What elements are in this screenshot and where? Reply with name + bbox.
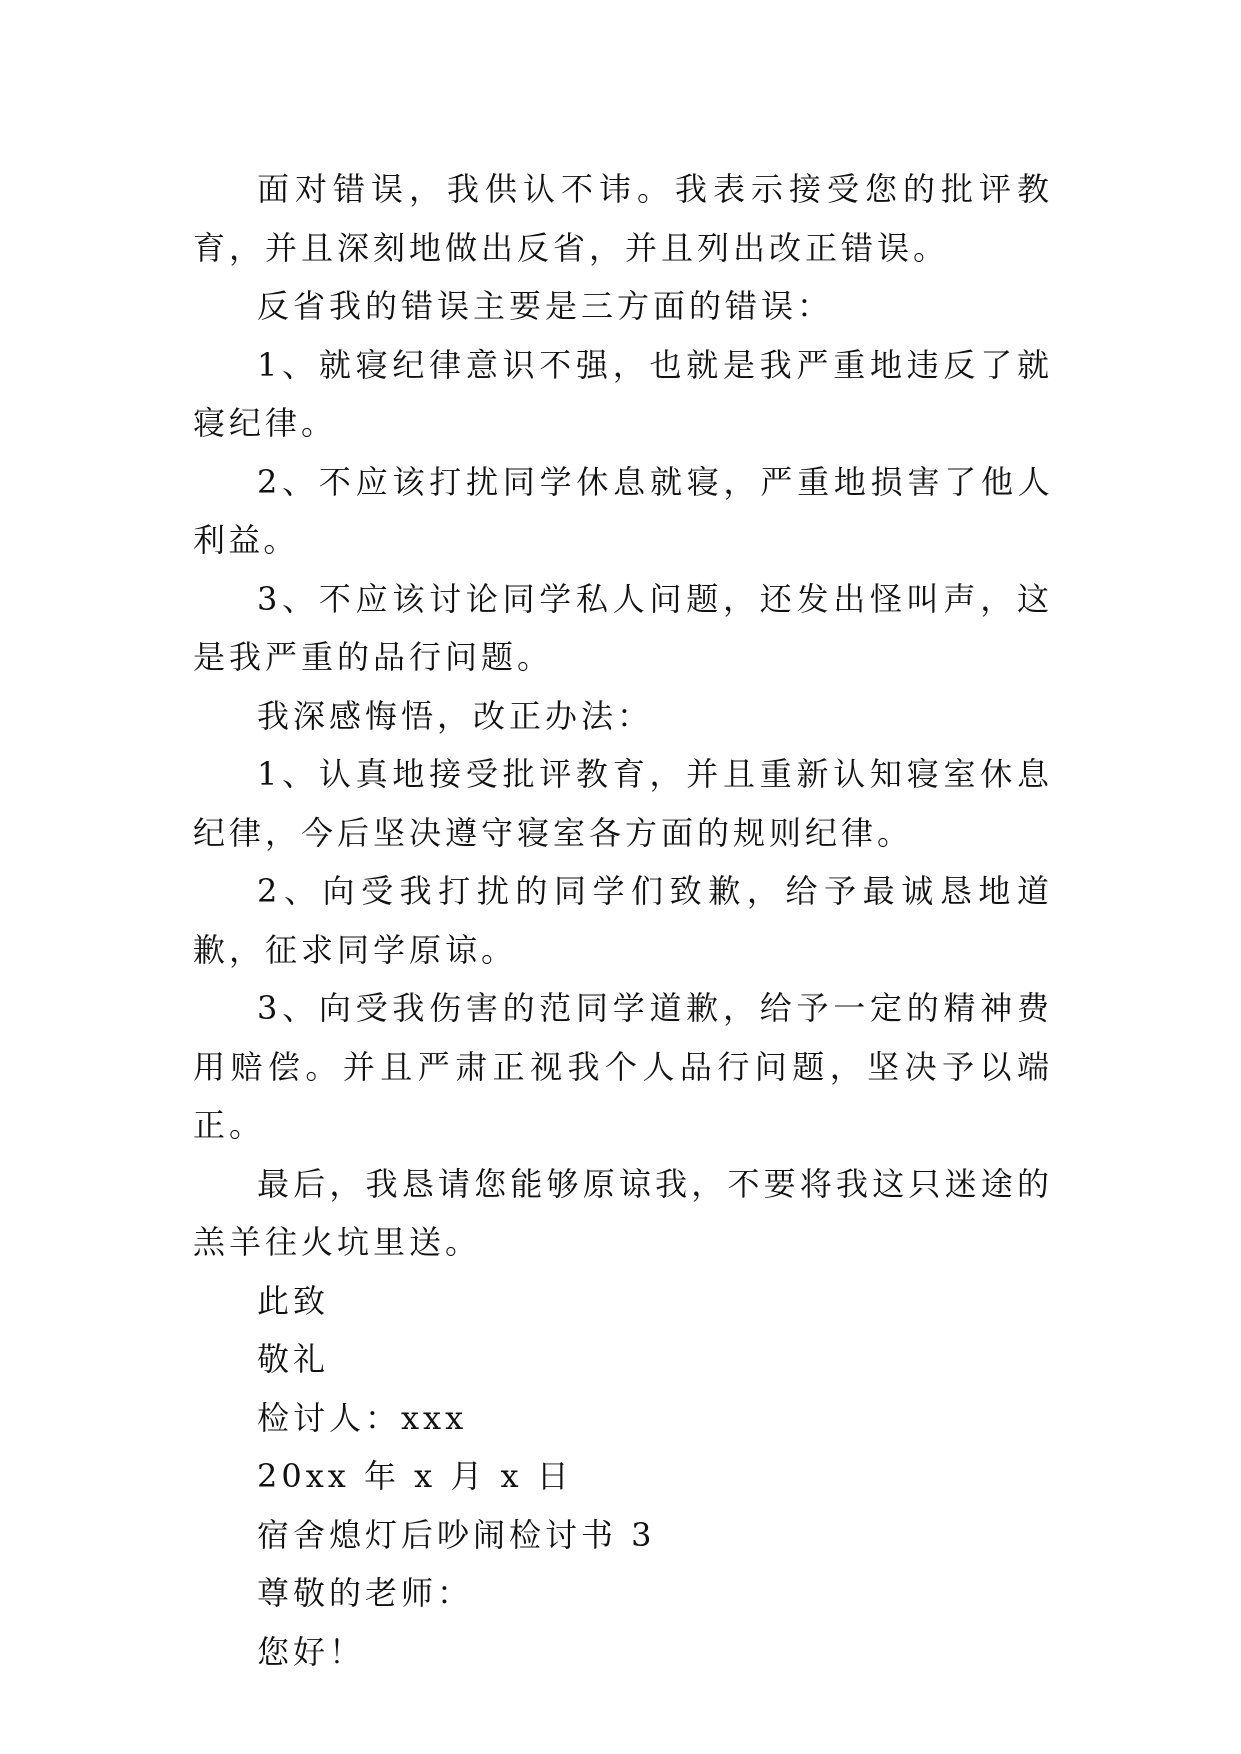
closing-salutation: 此致 [257, 1281, 330, 1320]
paragraph-mistake-2: 2、不应该打扰同学休息就寝，严重地损害了他人利益。 [193, 462, 1053, 559]
signature-author: 检讨人：xxx [257, 1398, 468, 1437]
paragraph-remedy-3: 3、向受我伤害的范同学道歉，给予一定的精神费用赔偿。并且严肃正视我个人品行问题，坚决予以端正。 [193, 989, 1053, 1144]
paragraph-remedy-1: 1、认真地接受批评教育，并且重新认知寝室休息纪律，今后坚决遵守寝室各方面的规则纪律。 [193, 755, 1053, 852]
paragraph-remedy-2: 2、向受我打扰的同学们致歉，给予最诚恳地道歉，征求同学原谅。 [193, 872, 1053, 969]
paragraph-plea: 最后，我恳请您能够原谅我，不要将我这只迷途的羔羊往火坑里送。 [193, 1164, 1053, 1261]
signature-date: 20xx 年 x 月 x 日 [257, 1457, 573, 1495]
paragraph-mistake-3: 3、不应该讨论同学私人问题，还发出怪叫声，这是我严重的品行问题。 [193, 579, 1053, 676]
document-body [193, 160, 1053, 1681]
paragraph-reflection-intro: 反省我的错误主要是三方面的错误： [257, 287, 834, 325]
paragraph-remedy-intro: 我深感悔悟，改正办法： [257, 696, 654, 735]
closing-regards: 敬礼 [257, 1340, 330, 1378]
letter-hello: 您好！ [257, 1632, 366, 1671]
paragraph-mistake-1: 1、就寝纪律意识不强，也就是我严重地违反了就寝纪律。 [193, 345, 1053, 442]
paragraph-admission: 面对错误，我供认不讳。我表示接受您的批评教育，并且深刻地做出反省，并且列出改正错误。 [193, 170, 1053, 267]
letter-greeting: 尊敬的老师： [257, 1574, 474, 1612]
section-title: 宿舍熄灯后吵闹检讨书 3 [257, 1515, 656, 1554]
